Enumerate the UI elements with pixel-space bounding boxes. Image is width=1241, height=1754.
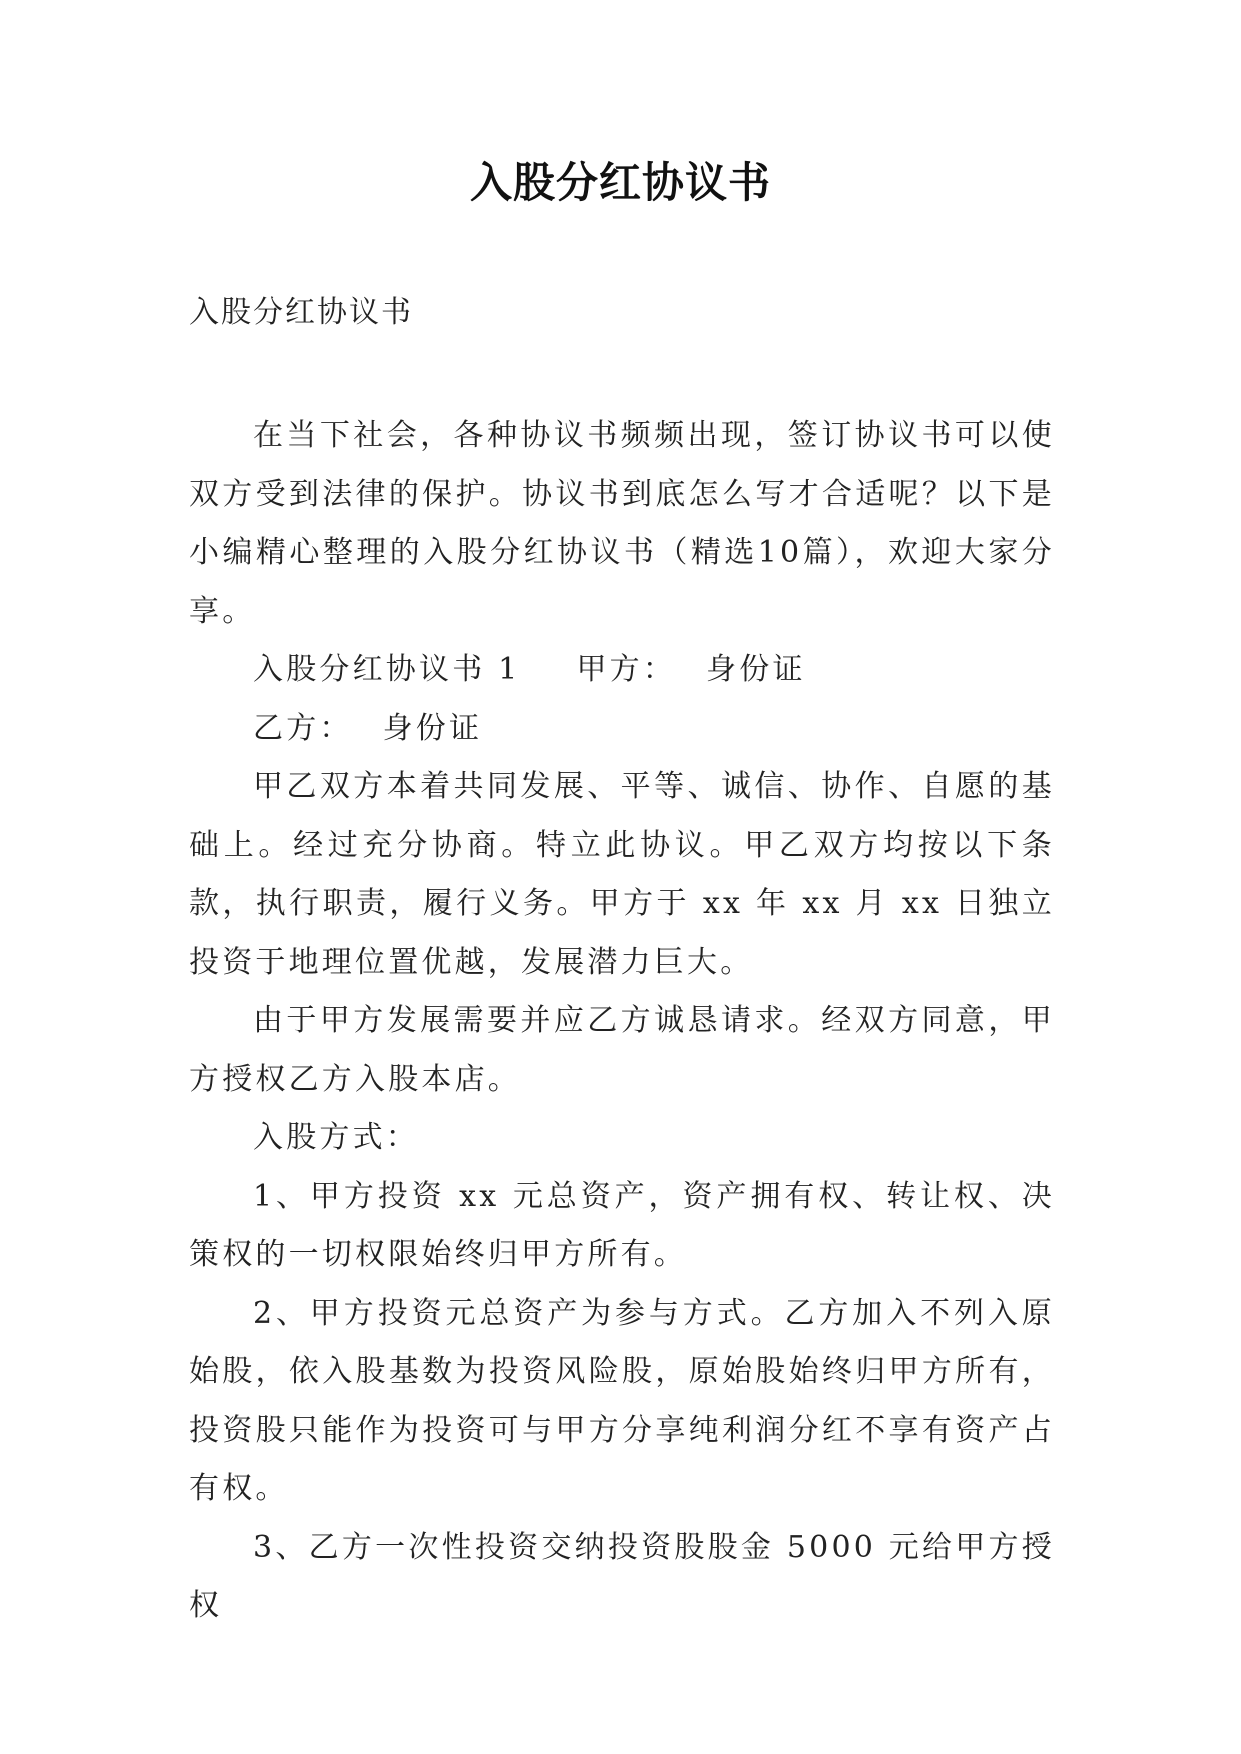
- party-b-line: [189, 700, 1055, 759]
- authorization-paragraph: 由于甲方发展需要并应乙方诚恳请求。经双方同意，甲方授权乙方入股本店。: [189, 1003, 1055, 1097]
- document-subtitle: 入股分红协议书: [189, 295, 413, 330]
- document-title: 入股分红协议书: [469, 158, 771, 207]
- party-b-id-label: 身份证: [382, 710, 483, 746]
- investment-method-heading: 入股方式：: [253, 1120, 419, 1155]
- section-heading: 入股分红协议书 1: [253, 652, 521, 687]
- party-a-label: 甲方：: [576, 652, 677, 687]
- clause-2: 2、甲方投资元总资产为参与方式。乙方加入不列入原始股，依入股基数为投资风险股，原始股始终归甲方所有，投资股只能作为投资可与甲方分享纯利润分红不享有资产占有权。: [189, 1295, 1055, 1506]
- agreement-paragraph: 甲乙双方本着共同发展、平等、诚信、协作、自愿的基础上。经过充分协商。特立此协议。甲乙双方均按以下条款，执行职责，履行义务。甲方于 xx 年 xx 月 xx 日独立投资于地理位置优越，发展潜力巨大。: [189, 769, 1055, 980]
- clause-3: 3、乙方一次性投资交纳投资股股金 5000 元给甲方授权: [189, 1529, 1055, 1623]
- document-body: [189, 407, 1055, 1636]
- party-a-line: [189, 641, 1055, 700]
- party-b-label: 乙方：: [253, 710, 353, 746]
- clause-1: 1、甲方投资 xx 元总资产，资产拥有权、转让权、决策权的一切权限始终归甲方所有。: [189, 1178, 1055, 1272]
- intro-paragraph: 在当下社会，各种协议书频频出现，签订协议书可以使双方受到法律的保护。协议书到底怎么写才合适呢？以下是小编精心整理的入股分红协议书（精选10篇），欢迎大家分享。: [189, 418, 1055, 629]
- party-a-id-label: 身份证: [706, 652, 806, 687]
